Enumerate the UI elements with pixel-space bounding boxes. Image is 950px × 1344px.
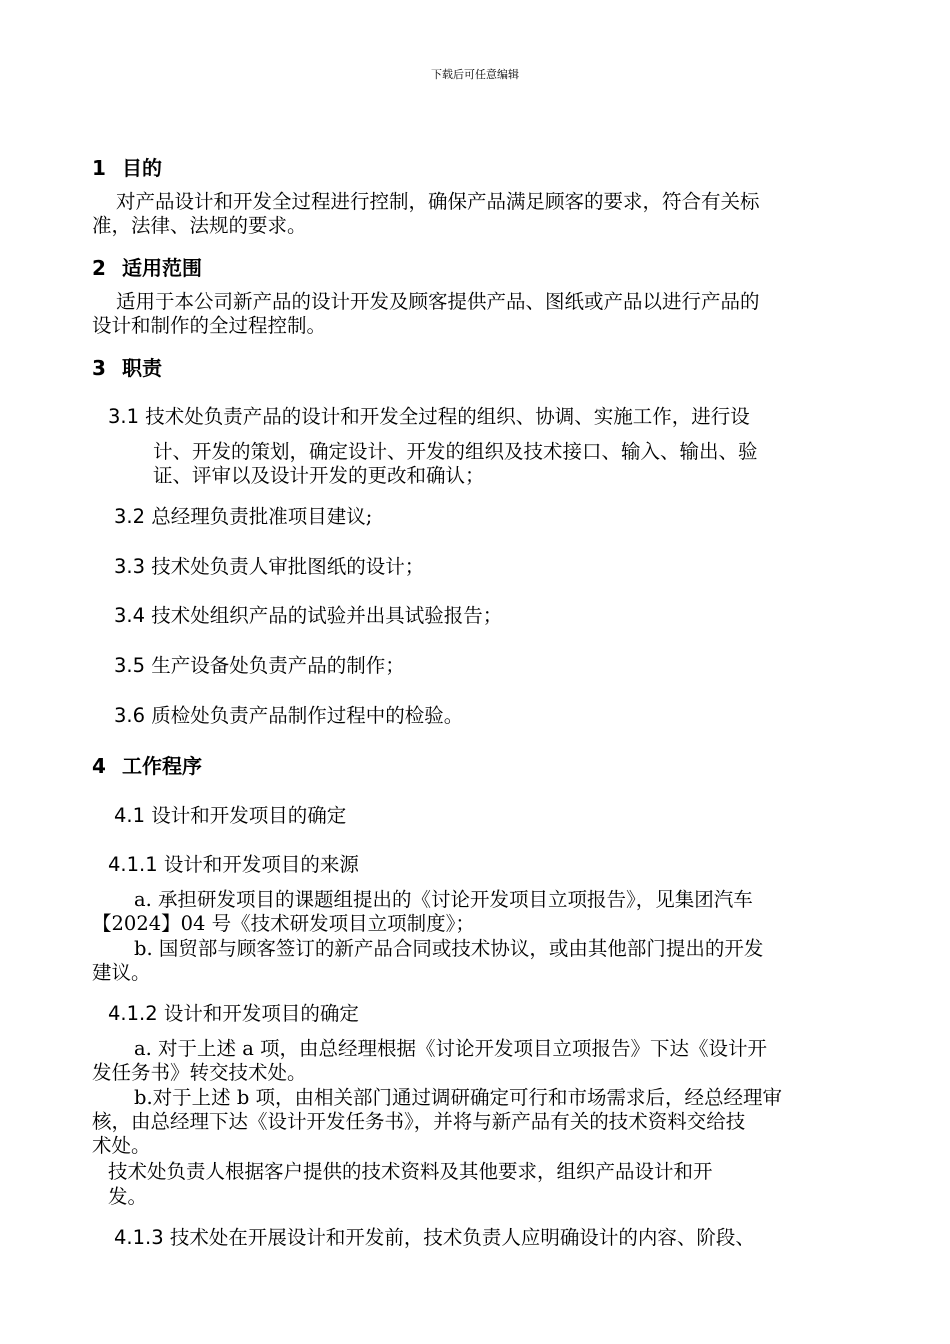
section-heading-scope (92, 252, 202, 281)
procedure-4-1-1-a-line-1: a. 承担研发项目的课题组提出的《讨论开发项目立项报告》，见集团汽车 (134, 888, 753, 911)
item-number: 3.2 (114, 505, 146, 528)
item-text: 总经理负责批准项目建议; (151, 505, 373, 528)
procedure-4-1-3 (114, 1222, 755, 1250)
item-number: 3.4 (114, 604, 146, 627)
duty-3-2 (114, 501, 372, 529)
procedure-4-1-2-c-line-1: 技术处负责人根据客户提供的技术资料及其他要求，组织产品设计和开 (108, 1160, 713, 1183)
page-header: 下载后可任意编辑 (431, 68, 519, 81)
section-title: 目的 (122, 156, 162, 180)
item-number: 4.1 (114, 804, 146, 827)
procedure-4-1-2-c-line-2: 发。 (108, 1185, 148, 1208)
item-text: 技术处负责人审批图纸的设计； (151, 555, 425, 578)
procedure-4-1-1-a-line-2: 【2024】04 号《技术研发项目立项制度》； (92, 912, 475, 935)
item-text: 生产设备处负责产品的制作； (151, 654, 405, 677)
section-heading-duties (92, 352, 162, 381)
item-number: 4.1.3 (114, 1226, 164, 1249)
item-number: 3.5 (114, 654, 146, 677)
item-text: 设计和开发项目的来源 (163, 853, 359, 876)
section-number: 2 (92, 256, 106, 280)
section-title: 职责 (122, 356, 162, 380)
procedure-4-1-1-b-line-2: 建议。 (92, 961, 151, 984)
section-number: 3 (92, 356, 106, 380)
section-title: 适用范围 (122, 256, 202, 280)
duty-3-1-line-2: 计、开发的策划，确定设计、开发的组织及技术接口、输入、输出、验 (153, 440, 758, 463)
procedure-4-1 (114, 800, 346, 828)
procedure-4-1-2-b-line-1: b.对于上述 b 项，由相关部门通过调研确定可行和市场需求后，经总经理审 (134, 1086, 783, 1109)
section-heading-procedure (92, 750, 202, 779)
duty-3-4 (114, 600, 502, 628)
duty-3-5 (114, 650, 405, 678)
procedure-4-1-2-a-line-1: a. 对于上述 a 项，由总经理根据《讨论开发项目立项报告》下达《设计开 (134, 1037, 768, 1060)
section-heading-purpose (92, 152, 162, 181)
procedure-4-1-2-b-line-3: 术处。 (92, 1134, 151, 1157)
procedure-4-1-2-a-line-2: 发任务书》转交技术处。 (92, 1061, 307, 1084)
procedure-4-1-1 (108, 849, 359, 877)
section-title: 工作程序 (122, 754, 202, 778)
duty-3-3 (114, 551, 424, 579)
item-text: 技术处负责产品的设计和开发全过程的组织、协调、实施工作，进行设 (145, 405, 750, 428)
item-number: 4.1.2 (108, 1002, 158, 1025)
scope-line-2: 设计和制作的全过程控制。 (92, 314, 327, 337)
duty-3-6 (114, 700, 463, 728)
section-number: 1 (92, 156, 106, 180)
procedure-4-1-2-b-line-2: 核，由总经理下达《设计开发任务书》，并将与新产品有关的技术资料交给技 (92, 1110, 746, 1133)
scope-line-1: 适用于本公司新产品的设计开发及顾客提供产品、图纸或产品以进行产品的 (116, 290, 760, 313)
item-text: 设计和开发项目的确定 (151, 804, 347, 827)
item-number: 3.6 (114, 704, 146, 727)
purpose-line-2: 准，法律、法规的要求。 (92, 214, 307, 237)
duty-3-1 (108, 401, 750, 429)
purpose-line-1: 对产品设计和开发全过程进行控制，确保产品满足顾客的要求，符合有关标 (116, 190, 760, 213)
section-number: 4 (92, 754, 106, 778)
procedure-4-1-1-b-line-1: b. 国贸部与顾客签订的新产品合同或技术协议，或由其他部门提出的开发 (134, 937, 764, 960)
procedure-4-1-2 (108, 998, 359, 1026)
item-number: 3.3 (114, 555, 146, 578)
item-text: 技术处组织产品的试验并出具试验报告； (151, 604, 503, 627)
item-number: 3.1 (108, 405, 140, 428)
item-text: 质检处负责产品制作过程中的检验。 (151, 704, 464, 727)
item-text: 设计和开发项目的确定 (163, 1002, 359, 1025)
item-text: 技术处在开展设计和开发前，技术负责人应明确设计的内容、阶段、 (169, 1226, 755, 1249)
item-number: 4.1.1 (108, 853, 158, 876)
duty-3-1-line-3: 证、评审以及设计开发的更改和确认； (153, 464, 485, 487)
